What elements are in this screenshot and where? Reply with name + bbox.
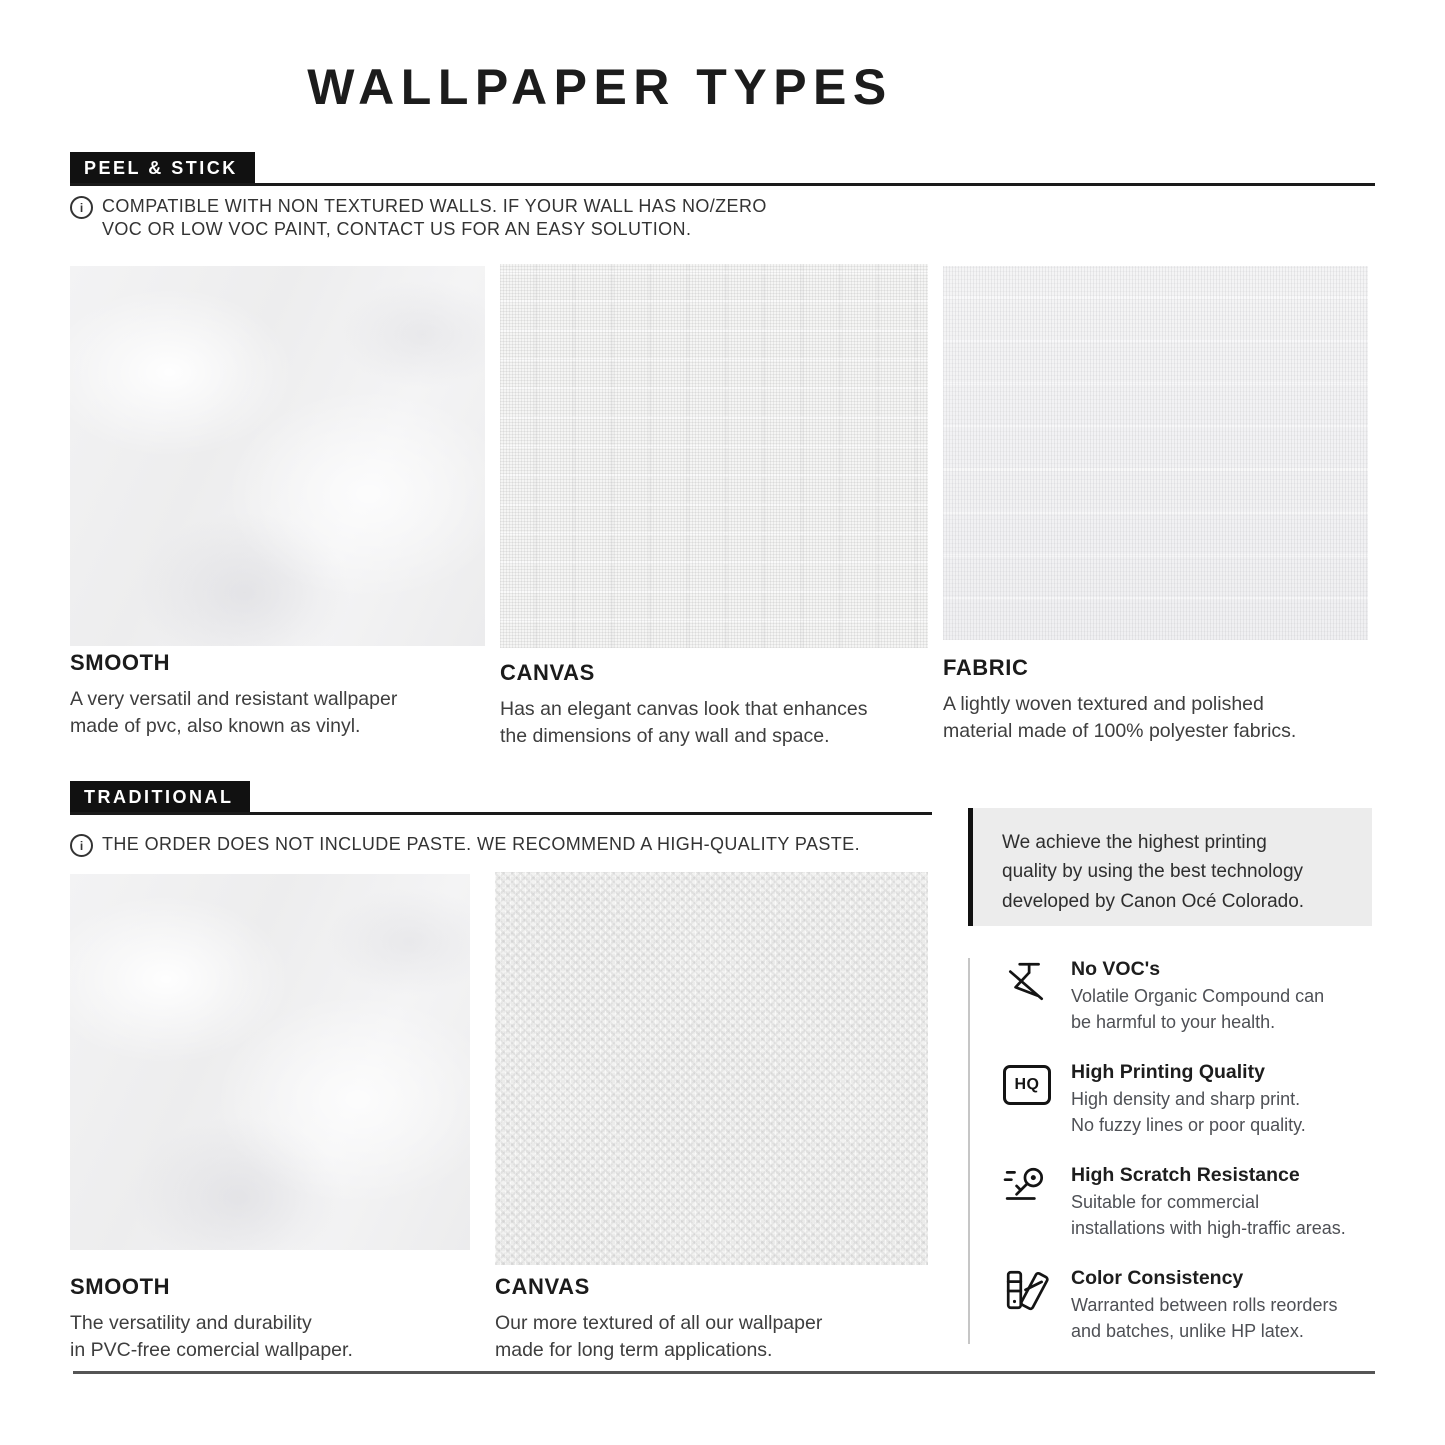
quality-box-line: We achieve the highest printing — [1002, 832, 1267, 853]
swatch-title: FABRIC — [943, 655, 1029, 680]
peel-stick-note-line: COMPATIBLE WITH NON TEXTURED WALLS. IF YOUR WALL HAS NO/ZERO — [102, 196, 767, 216]
swatch-desc-line: The versatility and durability — [70, 1312, 312, 1334]
swatch-desc-line: Our more textured of all our wallpaper — [495, 1312, 823, 1334]
swatch-desc-line: in PVC-free comercial wallpaper. — [70, 1339, 353, 1362]
swatch-image-smooth-traditional — [70, 874, 470, 1250]
feature-desc-line: Suitable for commercial — [1071, 1192, 1260, 1213]
section-header-peel-stick — [70, 152, 1375, 186]
caption-fabric-peel — [943, 655, 1378, 746]
quality-box-line: developed by Canon Océ Colorado. — [1002, 890, 1305, 912]
peel-stick-note-line: VOC OR LOW VOC PAINT, CONTACT US FOR AN EASY SOLUTION. — [102, 219, 692, 240]
hq-badge-icon — [1003, 1061, 1051, 1109]
feature-desc-line: Warranted between rolls reorders — [1071, 1295, 1338, 1316]
swatch-desc-line: A very versatil and resistant wallpaper — [70, 688, 398, 710]
page-title: WALLPAPER TYPES — [307, 59, 893, 115]
traditional-note — [70, 833, 860, 857]
feature-desc-line: High density and sharp print. — [1071, 1089, 1301, 1110]
quality-box-line: quality by using the best technology — [1002, 861, 1304, 883]
feature-high-scratch-resistance — [1003, 1164, 1392, 1241]
feature-desc-line: installations with high-traffic areas. — [1071, 1217, 1346, 1238]
color-swatches-icon — [1003, 1267, 1051, 1315]
feature-no-voc — [1003, 958, 1392, 1035]
caption-smooth-peel — [70, 650, 495, 741]
swatch-desc-line: made for long term applications. — [495, 1339, 773, 1362]
swatch-desc-line: material made of 100% polyester fabrics. — [943, 720, 1297, 743]
caption-canvas-peel — [500, 660, 935, 751]
traditional-note-line: THE ORDER DOES NOT INCLUDE PASTE. WE RECOMMEND A HIGH-QUALITY PASTE. — [102, 834, 860, 854]
feature-title: High Scratch Resistance — [1071, 1164, 1300, 1187]
info-icon: i — [70, 834, 93, 857]
swatch-title: CANVAS — [495, 1274, 590, 1299]
swatch-image-canvas-peel — [500, 264, 928, 648]
feature-color-consistency — [1003, 1267, 1392, 1344]
feature-desc-line: be harmful to your health. — [1071, 1011, 1276, 1032]
swatch-title: SMOOTH — [70, 1274, 171, 1299]
feature-list — [968, 958, 1392, 1344]
peel-stick-note — [70, 195, 767, 242]
swatch-image-smooth-peel — [70, 266, 485, 646]
feature-title: No VOC's — [1071, 958, 1161, 980]
bottom-divider — [73, 1371, 1375, 1374]
swatch-image-canvas-traditional — [495, 872, 928, 1265]
swatch-desc-line: A lightly woven textured and polished — [943, 693, 1264, 715]
feature-title: Color Consistency — [1071, 1267, 1244, 1290]
swatch-desc-line: Has an elegant canvas look that enhances — [500, 698, 868, 720]
feature-high-printing-quality — [1003, 1061, 1392, 1138]
feature-desc-line: No fuzzy lines or poor quality. — [1071, 1114, 1306, 1135]
section-header-traditional — [70, 781, 932, 815]
feature-title: High Printing Quality — [1071, 1061, 1265, 1084]
feature-desc-line: Volatile Organic Compound can — [1071, 986, 1325, 1006]
feature-desc-line: and batches, unlike HP latex. — [1071, 1320, 1304, 1341]
swatch-title: SMOOTH — [70, 650, 171, 675]
caption-canvas-traditional — [495, 1274, 935, 1365]
swatch-desc-line: the dimensions of any wall and space. — [500, 725, 830, 748]
no-voc-icon — [1003, 958, 1051, 1006]
peel-stick-badge: PEEL & STICK — [70, 152, 255, 183]
swatch-image-fabric-peel — [943, 266, 1368, 640]
quality-highlight-box — [968, 808, 1372, 926]
hq-badge-label: HQ — [1003, 1065, 1051, 1105]
traditional-badge: TRADITIONAL — [70, 781, 250, 812]
swatch-desc-line: made of pvc, also known as vinyl. — [70, 715, 361, 738]
info-icon: i — [70, 196, 93, 219]
caption-smooth-traditional — [70, 1274, 495, 1365]
swatch-title: CANVAS — [500, 660, 595, 685]
key-icon — [1003, 1164, 1051, 1212]
